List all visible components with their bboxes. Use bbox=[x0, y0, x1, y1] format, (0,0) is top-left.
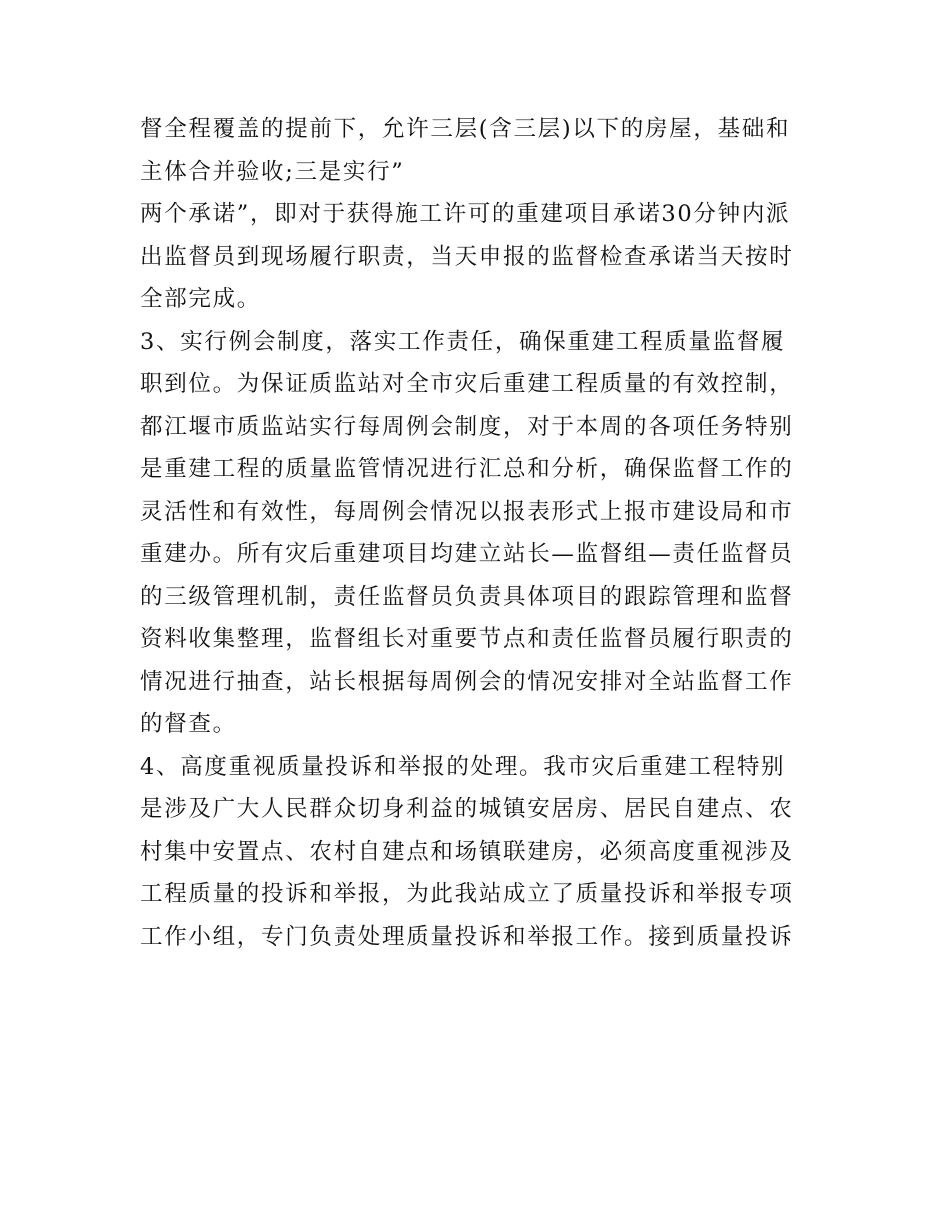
text-line: 的督查。 bbox=[140, 711, 237, 737]
text-line: 主体合并验收;三是实行” bbox=[140, 158, 405, 185]
text-line: 工作小组，专门负责处理质量投诉和举报工作。接到质量投诉 bbox=[140, 923, 794, 950]
text-line: 都江堰市质监站实行每周例会制度，对于本周的各项任务特别 bbox=[140, 413, 794, 440]
text-line: 的三级管理机制，责任监督员负责具体项目的跟踪管理和监督 bbox=[140, 583, 794, 610]
text-line: 出监督员到现场履行职责，当天申报的监督检查承诺当天按时 bbox=[140, 243, 794, 270]
text-line: 是涉及广大人民群众切身利益的城镇安居房、居民自建点、农 bbox=[140, 796, 794, 822]
text-line: 灵活性和有效性，每周例会情况以报表形式上报市建设局和市 bbox=[140, 498, 794, 525]
text-line: 两个承诺”，即对于获得施工许可的重建项目承诺30分钟内派 bbox=[140, 201, 791, 227]
text-line: 3、实行例会制度，落实工作责任，确保重建工程质量监督履 bbox=[140, 328, 786, 355]
text-line: 重建办。所有灾后重建项目均建立站长—监督组—责任监督员 bbox=[140, 541, 794, 567]
text-line: 资料收集整理，监督组长对重要节点和责任监督员履行职责的 bbox=[140, 626, 794, 652]
text-line: 情况进行抽查，站长根据每周例会的情况安排对全站监督工作 bbox=[140, 668, 794, 695]
text-line: 4、高度重视质量投诉和举报的处理。我市灾后重建工程特别 bbox=[140, 753, 786, 780]
body-text bbox=[140, 108, 820, 958]
text-line: 全部完成。 bbox=[140, 286, 262, 312]
text-line: 工程质量的投诉和举报，为此我站成立了质量投诉和举报专项 bbox=[140, 881, 794, 907]
text-line: 是重建工程的质量监管情况进行汇总和分析，确保监督工作的 bbox=[140, 456, 794, 482]
text-line: 职到位。为保证质监站对全市灾后重建工程质量的有效控制， bbox=[140, 371, 794, 397]
text-line: 村集中安置点、农村自建点和场镇联建房，必须高度重视涉及 bbox=[140, 838, 794, 865]
text-line: 督全程覆盖的提前下，允许三层(含三层)以下的房屋，基础和 bbox=[140, 116, 791, 142]
